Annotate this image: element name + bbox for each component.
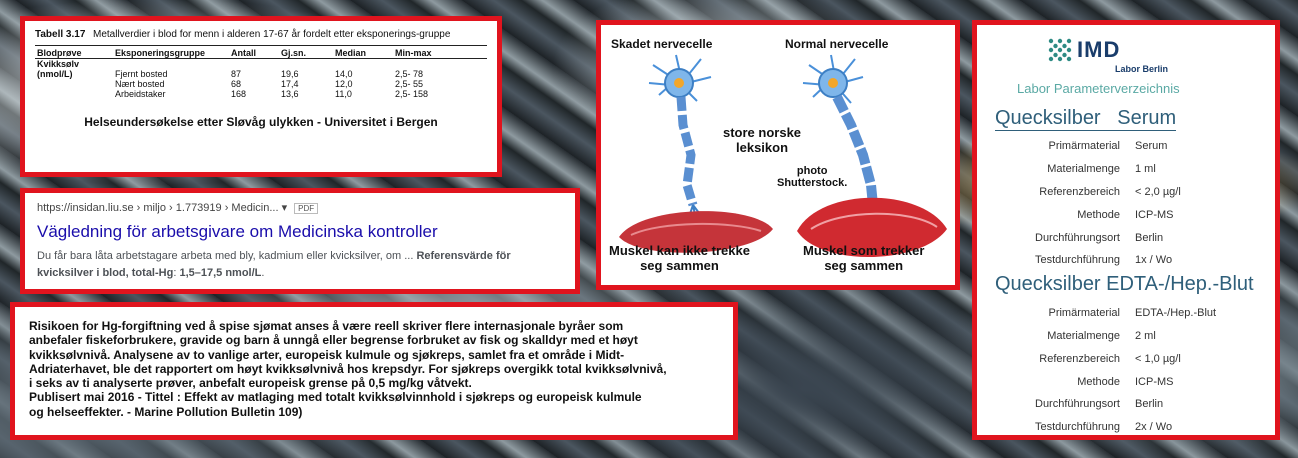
table-number: Tabell 3.17 [35, 29, 86, 40]
param-value: Berlin [1135, 232, 1164, 244]
neuron-illustration-panel [596, 20, 960, 290]
text-line: Publisert mai 2016 - Tittel : Effekt av matlaging med totalt kvikksølvinnhold i sjøkreps og europeisk kulmule [29, 390, 642, 405]
text-line: og helseeffekter. - Marine Pollution Bulletin 109) [29, 404, 303, 419]
imd-logo-name: IMD [1077, 37, 1121, 62]
param-value: < 1,0 µg/l [1135, 353, 1181, 365]
section-title-serum: Quecksilber Serum [995, 107, 1177, 129]
caption-line: seg sammen [640, 258, 719, 273]
sample-unit: (nmol/L) [37, 69, 73, 79]
imd-logo-subtitle: Labor Berlin [1115, 64, 1169, 74]
photo-credit [777, 165, 847, 189]
table-cell: 13,6 [281, 89, 299, 99]
snippet-text: : [173, 267, 180, 279]
table-cell: 68 [231, 79, 242, 89]
damaged-neuron-icon [649, 55, 711, 225]
table-cell: 11,0 [335, 89, 352, 99]
param-key: Durchführungsort [1035, 232, 1120, 244]
param-key: Testdurchführung [1035, 254, 1120, 266]
param-key: Testdurchführung [1035, 421, 1120, 433]
param-key: Methode [1077, 376, 1120, 388]
result-snippet [37, 248, 563, 282]
source-label [723, 125, 801, 155]
photo-credit-line: Shutterstock. [777, 177, 848, 189]
col-header: Min-max [393, 48, 487, 59]
table-cell: 14,0 [335, 69, 353, 79]
table-row [35, 69, 487, 79]
source-line: store norske [723, 125, 802, 140]
table-cell: 168 [231, 89, 247, 99]
imd-parameter-panel [972, 20, 1280, 440]
photo-credit-line: photo [796, 165, 828, 177]
param-key: Primärmaterial [1048, 140, 1120, 152]
param-value: 2x / Wo [1135, 421, 1173, 433]
param-value: Berlin [1135, 398, 1164, 410]
result-url-text[interactable]: https://insidan.liu.se › miljo › 1.773919 › Medicin... [37, 202, 279, 214]
snippet-text: Du får bara låta arbetstagare arbeta med bly, kadmium eller kvicksilver, om ... [37, 250, 417, 262]
snippet-bold: 1,5–17,5 nmol/L [179, 267, 262, 279]
table-cell: 2,5- 158 [395, 89, 429, 99]
table-cell: Nært bosted [115, 79, 165, 89]
search-result-panel [20, 188, 580, 294]
param-key: Methode [1077, 209, 1120, 221]
metal-values-table [35, 48, 487, 99]
caption-line: Muskel som trekker [803, 243, 925, 258]
sample-label: Kvikksølv [37, 59, 80, 69]
param-key: Referenzbereich [1039, 186, 1120, 198]
directory-link[interactable]: Labor Parameterverzeichnis [1017, 81, 1180, 96]
table-header [35, 29, 487, 41]
text-line: Risikoen for Hg-forgiftning ved å spise sjømat anses å være reell skriver flere internasjonale byråer som [29, 319, 624, 333]
param-value: 1 ml [1135, 163, 1156, 175]
param-value: 1x / Wo [1135, 254, 1173, 266]
table-cell: 12,0 [335, 79, 353, 89]
table-cell: 19,6 [281, 69, 299, 79]
param-value: < 2,0 µg/l [1135, 186, 1181, 198]
chevron-down-icon[interactable]: ▾ [281, 202, 288, 214]
text-line: i seks av ti analyserte prøver, anbefalt europeisk grense på 0,5 mg/kg våtvekt. [29, 376, 472, 391]
divider [35, 45, 487, 46]
param-key: Materialmenge [1047, 330, 1120, 342]
imd-logo-icon [1047, 37, 1073, 63]
param-value: 2 ml [1135, 330, 1156, 342]
caption-line: Muskel kan ikke trekke [609, 243, 750, 258]
normal-neuron-label: Normal nervecelle [785, 37, 889, 51]
article-text-panel [10, 302, 738, 440]
param-value: Serum [1135, 140, 1168, 152]
result-title-link[interactable]: Vägledning för arbetsgivare om Medicinska kontroller [37, 222, 438, 241]
table-cell: Arbeidstaker [115, 89, 166, 99]
snippet-bold: Referensvärde för kvicksilver i blod, total-Hg [37, 250, 511, 279]
table-header-row [35, 48, 487, 59]
col-header: Median [333, 48, 393, 59]
pdf-badge: PDF [294, 203, 318, 214]
table-title: Metallverdier i blod for menn i alderen 17-67 år fordelt etter eksponerings-gruppe [93, 29, 451, 40]
text-line: kvikksølvnivå. Analysene av to vanlige arter, europeisk kulmule og sjøkreps, samlet fra et område i Midt- [29, 347, 625, 362]
damaged-neuron-label: Skadet nervecelle [611, 37, 713, 51]
muscle-right-caption [803, 243, 924, 273]
table-row [35, 79, 487, 89]
table-panel [20, 16, 502, 177]
table-cell: 17,4 [281, 79, 299, 89]
section-title-blood: Quecksilber EDTA-/Hep.-Blut [995, 273, 1254, 295]
col-header: Antall [229, 48, 279, 59]
col-header: Blodprøve [35, 48, 113, 59]
snippet-text: . [261, 267, 265, 279]
table-row [35, 59, 487, 70]
table-cell: 2,5- 78 [395, 69, 424, 79]
param-key: Durchführungsort [1035, 398, 1120, 410]
col-header: Eksponeringsgruppe [113, 48, 229, 59]
table-caption: Helseundersøkelse etter Sløvåg ulykken - Universitet i Bergen [84, 115, 438, 129]
param-value: EDTA-/Hep.-Blut [1135, 307, 1217, 319]
imd-logo[interactable] [1047, 37, 1169, 74]
text-line: anbefaler fiskeforbrukere, gravide og barn å unngå eller begrense forbruket av fisk og skalldyr med et høyt [29, 333, 638, 348]
table-cell: 2,5- 55 [395, 79, 424, 89]
muscle-left-caption [609, 243, 750, 273]
source-line: leksikon [736, 140, 789, 155]
result-url[interactable] [37, 201, 563, 214]
param-value: ICP-MS [1135, 209, 1174, 221]
article-text [29, 319, 719, 419]
param-key: Primärmaterial [1048, 307, 1120, 319]
param-value: ICP-MS [1135, 376, 1174, 388]
param-key: Referenzbereich [1039, 353, 1120, 365]
table-cell: Fjernt bosted [115, 69, 168, 79]
text-line: Adriaterhavet, ble det rapportert om høyt kvikksølvnivå hos krepsdyr. For sjøkreps overgikk total kvikksølvnivå, [29, 361, 667, 376]
caption-line: seg sammen [824, 258, 904, 273]
param-key: Materialmenge [1047, 163, 1120, 175]
col-header: Gj.sn. [279, 48, 333, 59]
table-row [35, 89, 487, 99]
table-cell: 87 [231, 69, 242, 79]
